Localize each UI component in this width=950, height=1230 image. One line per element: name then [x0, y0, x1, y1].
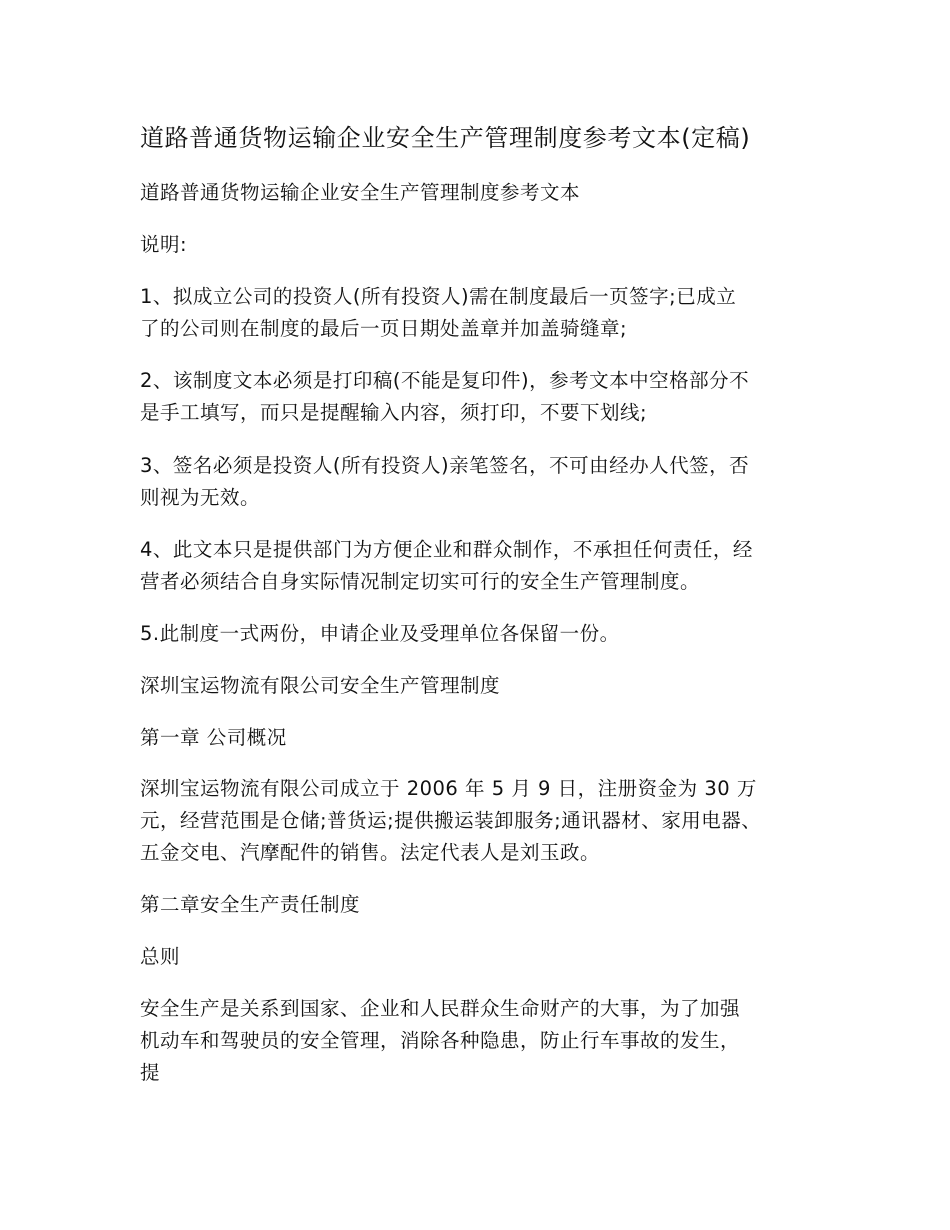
- chapter1-heading: 第一章 公司概况: [140, 726, 287, 749]
- chapter1-body-line-2: 元，经营范围是仓储;普货运;提供搬运装卸服务;通讯器材、家用电器、: [140, 809, 762, 832]
- note-item-3-line-2: 则视为无效。: [140, 486, 261, 509]
- company-heading: 深圳宝运物流有限公司安全生产管理制度: [140, 674, 501, 697]
- general-body: [140, 993, 815, 1089]
- chapter1-body: [140, 773, 815, 869]
- note-item-4-line-1: 4、此文本只是提供部门为方便企业和群众制作，不承担任何责任，经: [140, 538, 753, 561]
- general-heading: 总则: [140, 945, 181, 968]
- note-item-3-line-1: 3、签名必须是投资人(所有投资人)亲笔签名，不可由经办人代签，否: [140, 454, 750, 477]
- chapter1-body-line-3: 五金交电、汽摩配件的销售。法定代表人是刘玉政。: [140, 841, 601, 864]
- note-item-2: [140, 365, 815, 429]
- note-item-3: [140, 450, 815, 514]
- chapter1-body-line-1: 深圳宝运物流有限公司成立于 2006 年 5 月 9 日，注册资金为 30 万: [140, 777, 757, 800]
- note-item-2-line-1: 2、该制度文本必须是打印稿(不能是复印件)，参考文本中空格部分不: [140, 369, 750, 392]
- note-item-1-line-2: 了的公司则在制度的最后一页日期处盖章并加盖骑缝章;: [140, 317, 628, 340]
- chapter2-heading: 第二章安全生产责任制度: [140, 893, 361, 916]
- general-body-line-3: 提: [140, 1061, 161, 1084]
- note-item-1-line-1: 1、拟成立公司的投资人(所有投资人)需在制度最后一页签字;已成立: [140, 285, 737, 308]
- note-item-4: [140, 534, 815, 598]
- general-body-line-1: 安全生产是关系到国家、企业和人民群众生命财产的大事，为了加强: [140, 997, 741, 1020]
- note-item-4-line-2: 营者必须结合自身实际情况制定切实可行的安全生产管理制度。: [140, 570, 701, 593]
- document-title: 道路普通货物运输企业安全生产管理制度参考文本(定稿): [140, 124, 751, 152]
- general-body-line-2: 机动车和驾驶员的安全管理，消除各种隐患，防止行车事故的发生，: [140, 1029, 741, 1052]
- note-item-5-line-1: 5.此制度一式两份，申请企业及受理单位各保留一份。: [140, 622, 620, 645]
- note-item-5: [140, 618, 815, 650]
- note-heading: 说明:: [140, 233, 188, 256]
- note-item-1: [140, 281, 815, 345]
- note-item-2-line-2: 是手工填写，而只是提醒输入内容，须打印，不要下划线;: [140, 401, 648, 424]
- document-subtitle: 道路普通货物运输企业安全生产管理制度参考文本: [140, 181, 581, 204]
